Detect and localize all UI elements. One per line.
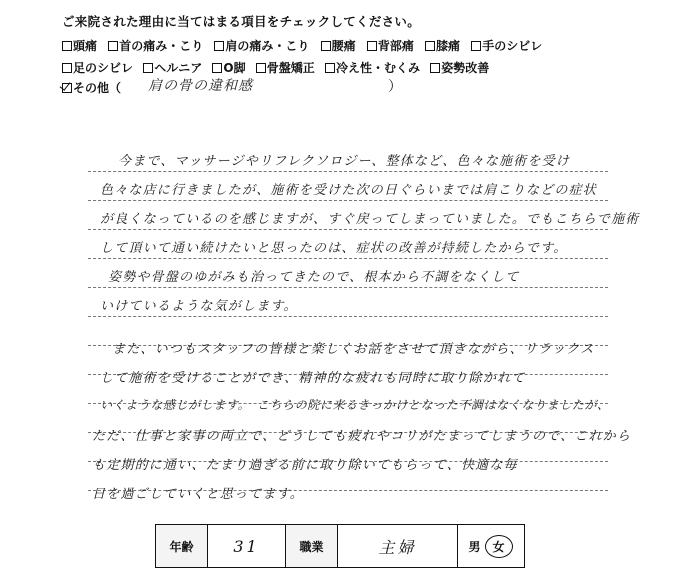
checkbox-box[interactable] — [62, 63, 72, 73]
testimonial-line: して施術を受けることができ、精神的な疲れも同時に取り除かれて — [100, 371, 526, 386]
testimonial-line: ただ、仕事と家事の両立で、どうしても疲れやコリがたまってしまうので、これから — [92, 429, 632, 444]
checkbox-back[interactable] — [367, 37, 414, 54]
age-value: 31 — [208, 525, 286, 567]
checkbox-label: 冷え性・むくみ — [336, 61, 421, 75]
profile-table — [155, 524, 525, 568]
ruled-line — [88, 171, 608, 172]
ruled-line — [88, 316, 608, 317]
gender-male-option[interactable]: 男 — [468, 539, 481, 554]
checkbox-other[interactable] — [62, 79, 121, 96]
checkbox-box[interactable] — [143, 63, 153, 73]
checkbox-label: 手のシビレ — [482, 39, 543, 53]
checkbox-box[interactable] — [212, 63, 222, 73]
checkbox-box[interactable] — [214, 41, 224, 51]
checkbox-box-checked[interactable] — [62, 83, 72, 93]
checkbox-label: ヘルニア — [154, 61, 203, 75]
checkbox-row-3 — [62, 79, 127, 96]
checkbox-box[interactable] — [430, 63, 440, 73]
checkbox-box[interactable] — [256, 63, 266, 73]
checkbox-neck[interactable] — [108, 37, 203, 54]
checkbox-box[interactable] — [471, 41, 481, 51]
checkbox-pelvis[interactable] — [256, 59, 315, 76]
job-label: 職業 — [286, 525, 338, 567]
gender-field — [458, 525, 523, 567]
checkbox-label: その他（ — [73, 81, 122, 95]
checkbox-label: 首の痛み・こり — [119, 39, 204, 53]
checkbox-knee[interactable] — [425, 37, 460, 54]
checkbox-label: O脚 — [223, 61, 246, 75]
checkbox-label: 腰痛 — [331, 39, 356, 53]
ruled-line — [88, 200, 608, 201]
checkbox-hand-numbness[interactable] — [471, 37, 542, 54]
testimonial-line: 今まで、マッサージやリフレクソロジー、整体など、色々な施術を受け — [118, 154, 571, 169]
testimonial-line: 日を過ごしていくと思ってます。 — [92, 487, 304, 502]
checkbox-box[interactable] — [321, 41, 331, 51]
ruled-line — [88, 258, 608, 259]
checkbox-label: 膝痛 — [436, 39, 461, 53]
checkbox-hernia[interactable] — [143, 59, 202, 76]
checkbox-label: 骨盤矯正 — [266, 61, 315, 75]
testimonial-line: 姿勢や骨盤のゆがみも治ってきたので、根本から不調をなくして — [108, 270, 520, 285]
checkbox-label: 足のシビレ — [73, 61, 134, 75]
testimonial-line: して頂いて通い続けたいと思ったのは、症状の改善が持続したからです。 — [100, 241, 568, 256]
testimonial-line: また、いつもスタッフの皆様と楽しくお話をさせて頂きながら、リラックス — [112, 342, 595, 357]
ruled-line — [88, 229, 608, 230]
gender-female-option-circled[interactable]: 女 — [485, 535, 513, 558]
form-question: ご来院された理由に当てはまる項目をチェックしてください。 — [62, 14, 421, 29]
checkbox-shoulder[interactable] — [214, 37, 309, 54]
other-answer-handwritten: 肩の骨の違和感 — [148, 78, 253, 94]
checkbox-label: 肩の痛み・こり — [225, 39, 310, 53]
checkbox-box[interactable] — [108, 41, 118, 51]
checkbox-box[interactable] — [367, 41, 377, 51]
job-value: 主婦 — [338, 525, 458, 567]
other-close-paren: ） — [388, 79, 402, 95]
checkbox-lowback[interactable] — [321, 37, 356, 54]
checkbox-box[interactable] — [325, 63, 335, 73]
checkbox-label: 背部痛 — [377, 39, 414, 53]
ruled-line — [88, 287, 608, 288]
checkbox-headache[interactable] — [62, 37, 97, 54]
checkbox-box[interactable] — [425, 41, 435, 51]
checkbox-label: 姿勢改善 — [441, 61, 490, 75]
checkbox-bowlegs[interactable] — [212, 59, 245, 76]
checkbox-foot-numbness[interactable] — [62, 59, 133, 76]
testimonial-line: も定期的に通い、たまり過ぎる前に取り除いてもらって、快適な毎 — [92, 458, 518, 473]
age-label: 年齢 — [156, 525, 208, 567]
testimonial-line: いくような感じがします。 こちらの院に来るきっかけとなった不調はなくなりましたが、 — [100, 398, 610, 412]
checkbox-box[interactable] — [62, 41, 72, 51]
testimonial-line: 色々な店に行きましたが、施術を受けた次の日ぐらいまでは肩こりなどの症状 — [100, 183, 598, 198]
checkbox-row-1 — [62, 37, 549, 54]
checkbox-posture[interactable] — [430, 59, 489, 76]
checkbox-cold-swelling[interactable] — [325, 59, 420, 76]
testimonial-line: いけているような気がします。 — [100, 299, 298, 314]
checkbox-row-2 — [62, 59, 495, 76]
checkbox-label: 頭痛 — [73, 39, 98, 53]
testimonial-line: が良くなっているのを感じますが、すぐ戻ってしまっていました。でもこちらで施術 — [100, 212, 640, 227]
